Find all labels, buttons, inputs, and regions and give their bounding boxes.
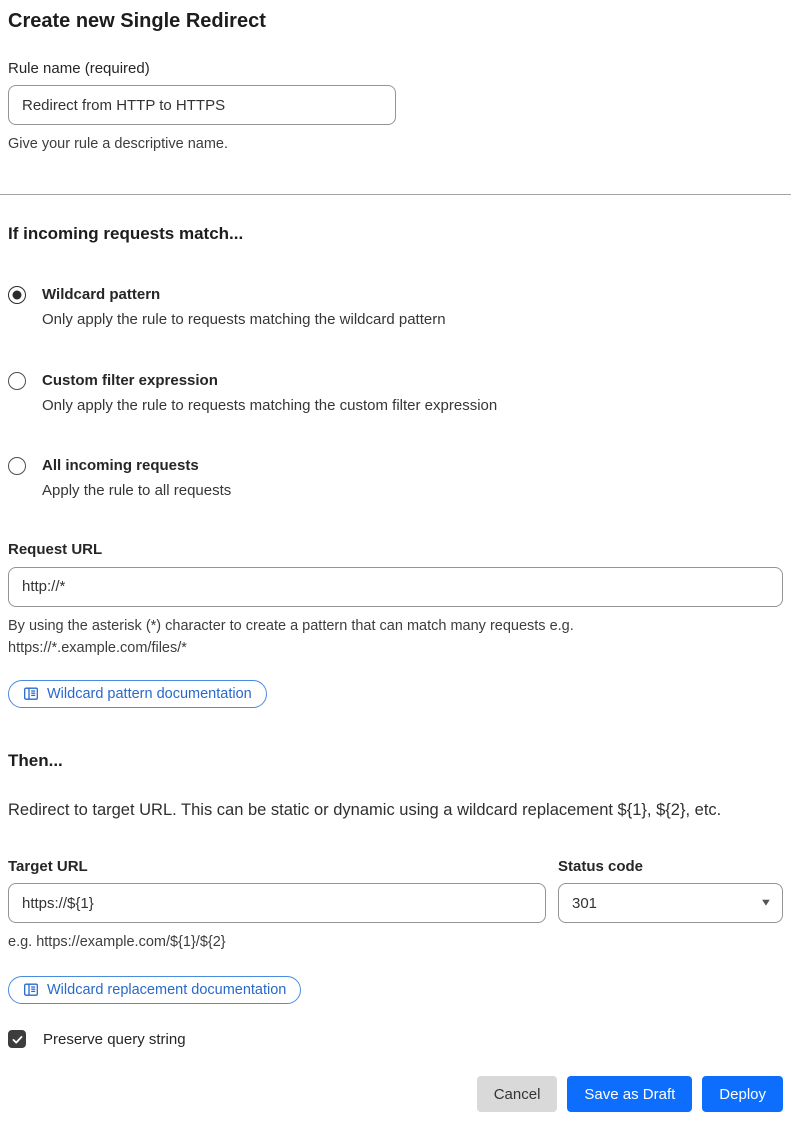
book-icon — [23, 686, 39, 702]
rule-name-help: Give your rule a descriptive name. — [8, 136, 229, 152]
radio-icon[interactable] — [8, 457, 26, 475]
status-code-select[interactable] — [558, 883, 783, 923]
rule-name-label: Rule name (required) — [8, 60, 150, 77]
radio-icon[interactable] — [8, 286, 26, 304]
chevron-down-icon: ▼ — [759, 897, 773, 909]
radio-description: Only apply the rule to requests matching the custom filter expression — [42, 396, 498, 414]
rule-name-field — [8, 60, 783, 155]
radio-label: Custom filter expression — [42, 371, 218, 389]
target-url-input[interactable] — [8, 883, 546, 923]
preserve-query-checkbox[interactable] — [8, 1030, 26, 1048]
request-url-label: Request URL — [8, 540, 103, 558]
section-divider — [0, 194, 791, 195]
deploy-button[interactable]: Deploy — [702, 1076, 783, 1112]
target-url-help: e.g. https://example.com/${1}/${2} — [8, 934, 226, 950]
radio-label: All incoming requests — [42, 457, 199, 475]
wildcard-replacement-doc-button[interactable] — [8, 976, 301, 1004]
rule-name-input[interactable] — [8, 85, 396, 125]
save-as-draft-button[interactable]: Save as Draft — [567, 1076, 692, 1112]
footer-action-bar — [8, 1076, 783, 1112]
match-section-heading: If incoming requests match... — [8, 224, 244, 244]
request-url-help — [8, 615, 783, 660]
target-url-field — [8, 858, 546, 923]
then-section-heading: Then... — [8, 750, 63, 770]
radio-icon[interactable] — [8, 372, 26, 390]
request-url-field — [8, 541, 783, 708]
request-url-help-line1: By using the asterisk (*) character to create a pattern that can match many requests e.g. — [8, 617, 574, 634]
wildcard-pattern-doc-button[interactable] — [8, 680, 267, 708]
radio-option-custom-filter[interactable] — [8, 370, 783, 417]
page-title: Create new Single Redirect — [8, 10, 266, 32]
status-code-field — [558, 858, 783, 923]
target-status-row — [8, 858, 783, 923]
preserve-query-label: Preserve query string — [43, 1030, 186, 1048]
target-url-label: Target URL — [8, 858, 88, 875]
request-url-help-line2: https://*.example.com/files/* — [8, 640, 187, 657]
preserve-query-row[interactable] — [8, 1030, 783, 1048]
radio-option-wildcard-pattern[interactable] — [8, 284, 783, 331]
doc-button-label: Wildcard pattern documentation — [47, 685, 252, 702]
cancel-button[interactable]: Cancel — [477, 1076, 558, 1112]
radio-description: Apply the rule to all requests — [42, 482, 232, 500]
radio-description: Only apply the rule to requests matching the wildcard pattern — [42, 311, 446, 329]
doc-button-label: Wildcard replacement documentation — [47, 982, 287, 999]
status-code-label: Status code — [558, 858, 644, 875]
radio-option-all-requests[interactable] — [8, 455, 783, 502]
then-description: Redirect to target URL. This can be static or dynamic using a wildcard replacement ${1}, ${2}, etc. — [8, 800, 722, 819]
request-url-input[interactable] — [8, 567, 783, 607]
match-type-radio-group — [8, 284, 783, 502]
book-icon — [23, 982, 39, 998]
radio-label: Wildcard pattern — [42, 286, 161, 304]
